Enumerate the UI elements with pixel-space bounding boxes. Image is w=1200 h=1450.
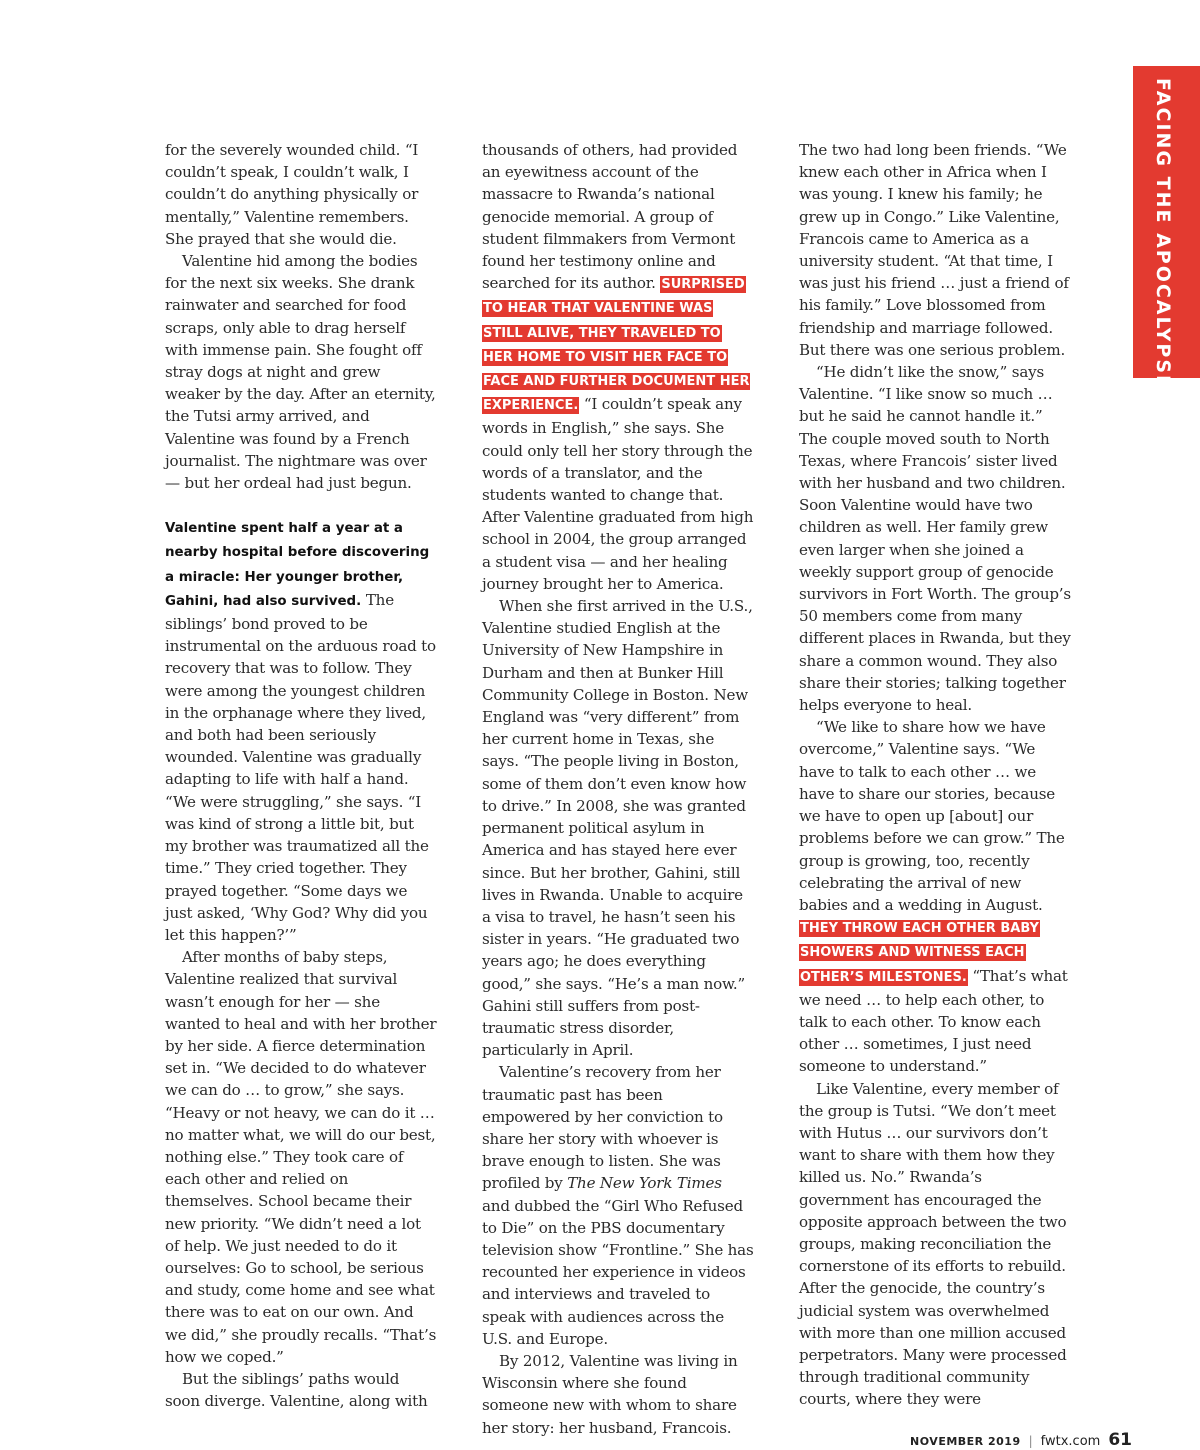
paragraph: The two had long been friends. “We knew each other in Africa when I was young. I knew his family; he grew up in Congo.” Like Valentine, Francois came to America as a university student. “At that time, I was just his friend … just a friend of his family.” Love blossomed from friendship and marriage followed. But there was one serious problem. <box>799 141 1069 359</box>
paragraph: But the siblings’ paths would soon diverge. Valentine, along with <box>165 1369 428 1411</box>
body-text: thousands of others, had provided an eyewitness account of the massacre to Rwanda’s national genocide memorial. A group of student filmmakers from Vermont found her testimony online and searched for its author. <box>482 141 738 293</box>
body-text: Valentine’s recovery from her traumatic past has been empowered by her conviction to share her story with whoever is brave enough to listen. She was profiled by <box>482 1063 723 1193</box>
paragraph: Like Valentine, every member of the group is Tutsi. “We don’t meet with Hutus … our survivors don’t want to share with them how they killed us. No.” Rwanda’s government has encouraged the opposite approach between the two groups, making reconciliation the cornerstone of its efforts to rebuild. After the genocide, the country’s judicial system was overwhelmed with more than one million accused perpetrators. Many were processed through traditional community courts, where they were <box>799 1079 1067 1409</box>
paragraph <box>482 1061 754 1350</box>
paragraph <box>799 716 1071 1077</box>
page-footer <box>910 1430 1132 1450</box>
body-text: and dubbed the “Girl Who Refused to Die” on the PBS documentary television show “Frontline.” She has recounted her experience in videos and interviews and traveled to speak with audiences across the U.S. and Europe. <box>482 1196 754 1348</box>
lede-text: Valentine spent half a year at a nearby hospital before discovering a miracle: Her younger brother, Gahini, had also survived. <box>165 521 430 609</box>
paragraph: Valentine hid among the bodies for the next six weeks. She drank rainwater and searched for food scraps, only able to drag herself with immense pain. She fought off stray dogs at night and grew weaker by the day. After an eternity, the Tutsi army arrived, and Valentine was found by a French journalist. The nightmare was over — but her ordeal had just begun. <box>165 252 436 493</box>
article-column-2 <box>482 139 754 1439</box>
publication-title: The New York Times <box>567 1174 722 1193</box>
body-text: The siblings’ bond proved to be instrumental on the arduous road to recovery that was to follow. They were among the youngest children in the orphanage where they lived, and both had been seriously wounded. Valentine was gradually adapting to life with half a hand. “We were struggling,” she says. “I was kind of strong a little bit, but my brother was traumatized all the time.” They cried together. They prayed together. “Some days we just asked, ‘Why God? Why did you let this happen?’” <box>165 590 436 944</box>
paragraph: “He didn’t like the snow,” says Valentine. “I like snow so much … but he said he cannot handle it.” The couple moved south to North Texas, where Francois’ sister lived with her husband and two children. Soon Valentine would have two children as well. Her family grew even larger when she joined a weekly support group of genocide survivors in Fort Worth. The group’s 50 members come from many different places in Rwanda, but they share a common wound. They also share their stories; talking together helps everyone to heal. <box>799 363 1071 715</box>
page-number: 61 <box>1108 1430 1132 1450</box>
paragraph: When she first arrived in the U.S., Valentine studied English at the University of New Hampshire in Durham and then at Bunker Hill Community College in Boston. New England was “very different” from her current home in Texas, she says. “The people living in Boston, some of them don’t even know how to drive.” In 2008, she was granted permanent political asylum in America and has stayed here ever since. But her brother, Gahini, still lives in Rwanda. Unable to acquire a visa to travel, he hasn’t seen his sister in years. “He graduated two years ago; he does everything good,” she says. “He’s a man now.” Gahini still suffers from post-traumatic stress disorder, particularly in April. <box>482 597 753 1060</box>
paragraph: After months of baby steps, Valentine realized that survival wasn’t enough for her — she wanted to heal and with her brother by her side. A fierce determination set in. “We decided to do whatever we can do … to grow,” she says. “Heavy or not heavy, we can do it … no matter what, we will do our best, nothing else.” They took care of each other and relied on themselves. School became their new priority. “We didn’t need a lot of help. We just needed to do it ourselves: Go to school, be serious and study, come home and see what there was to eat on our own. And we did,” she proudly recalls. “That’s how we coped.” <box>165 948 437 1366</box>
website: fwtx.com <box>1040 1434 1101 1449</box>
paragraph <box>482 139 754 595</box>
body-text: “We like to share how we have overcome,” Valentine says. “We have to talk to each other … we have to share our stories, because we have to open up [about] our problems before we can grow.” The group is growing, too, recently celebrating the arrival of new babies and a wedding in August. <box>799 718 1065 914</box>
article-column-1 <box>165 139 437 1412</box>
article-column-3 <box>799 139 1071 1411</box>
paragraph: By 2012, Valentine was living in Wisconsin where she found someone new with whom to share her story: her husband, Francois. <box>482 1351 738 1437</box>
footer-separator: | <box>1028 1434 1033 1448</box>
body-text: “I couldn’t speak any words in English,” she says. She could only tell her story through the words of a translator, and the students wanted to change that. After Valentine graduated from high school in 2004, the group arranged a student visa — and her healing journey brought her to America. <box>482 395 754 593</box>
body-text: “That’s what we need … to help each other, to talk to each other. To know each other … sometimes, I just need someone to understand.” <box>799 966 1068 1076</box>
paragraph: for the severely wounded child. “I couldn’t speak, I couldn’t walk, I couldn’t do anything physically or mentally,” Valentine remembers. She prayed that she would die. <box>165 141 419 248</box>
pull-quote-highlight: THEY THROW EACH OTHER BABY SHOWERS AND WITNESS EACH OTHER’S MILESTONES. <box>800 921 1039 985</box>
paragraph <box>165 516 437 946</box>
section-label: FACING THE APOCALYPSE <box>1152 78 1174 391</box>
pull-quote-highlight: SURPRISED TO HEAR THAT VALENTINE WAS STILL ALIVE, THEY TRAVELED TO HER HOME TO VISIT HER FACE TO FACE AND FURTHER DOCUMENT HER EXPERIENCE. <box>483 277 750 414</box>
issue-date: NOVEMBER 2019 <box>910 1435 1021 1448</box>
